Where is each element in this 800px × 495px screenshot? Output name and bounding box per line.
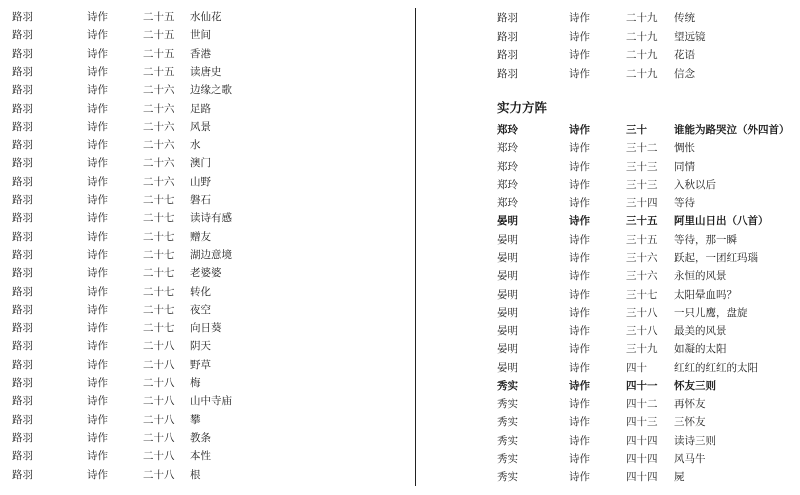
- title-cell: 攀: [190, 413, 201, 426]
- page-number-cell: 二十八: [143, 431, 175, 444]
- genre-cell: 诗作: [569, 68, 590, 81]
- author-cell: 路羽: [12, 285, 33, 298]
- page-number-cell: 三十八: [626, 325, 658, 338]
- genre-cell: 诗作: [87, 11, 108, 23]
- genre-cell: 诗作: [87, 47, 108, 60]
- genre-cell: 诗作: [569, 306, 590, 319]
- title-cell: 香港: [190, 47, 211, 60]
- page-number-cell: 四十: [626, 361, 647, 374]
- page-number-cell: 二十八: [143, 358, 175, 371]
- title-cell: 读唐史: [190, 65, 222, 78]
- title-cell: 永恒的风景: [674, 270, 727, 283]
- title-cell: 读诗有感: [190, 212, 232, 225]
- title-cell: 野草: [190, 358, 211, 371]
- author-cell: 郑玲: [497, 142, 518, 155]
- page-number-cell: 四十二: [626, 398, 658, 411]
- title-cell: 世间: [190, 29, 211, 42]
- page-number-cell: 四十四: [626, 453, 658, 466]
- title-cell: 三怀友: [674, 416, 706, 429]
- title-cell: 湖边意境: [190, 248, 232, 261]
- page-number-cell: 二十九: [626, 49, 658, 62]
- page-number-cell: 三十二: [626, 142, 658, 155]
- title-cell: 等待: [674, 197, 695, 210]
- title-cell: 老婆婆: [190, 267, 222, 280]
- author-cell: 郑玲: [497, 124, 518, 136]
- section-heading: 实力方阵: [497, 100, 548, 115]
- author-cell: 路羽: [12, 139, 33, 152]
- genre-cell: 诗作: [87, 157, 108, 170]
- page-number-cell: 二十八: [143, 340, 175, 353]
- author-cell: 路羽: [12, 450, 33, 463]
- genre-cell: 诗作: [569, 178, 590, 191]
- author-cell: 路羽: [12, 102, 33, 115]
- genre-cell: 诗作: [87, 194, 108, 206]
- title-cell: 谁能为路哭泣（外四首）: [674, 124, 790, 136]
- author-cell: 秀实: [497, 434, 518, 447]
- page-number-cell: 二十六: [143, 175, 175, 188]
- author-cell: 秀实: [497, 379, 518, 392]
- genre-cell: 诗作: [87, 139, 108, 152]
- title-cell: 磐石: [190, 194, 211, 206]
- page-number-cell: 二十九: [626, 68, 658, 81]
- author-cell: 路羽: [497, 30, 518, 43]
- page-number-cell: 三十四: [626, 197, 658, 210]
- author-cell: 晏明: [497, 361, 518, 374]
- page-number-cell: 二十七: [143, 230, 175, 243]
- genre-cell: 诗作: [87, 322, 108, 335]
- genre-cell: 诗作: [87, 29, 108, 42]
- genre-cell: 诗作: [87, 303, 108, 316]
- genre-cell: 诗作: [569, 251, 590, 264]
- author-cell: 郑玲: [497, 160, 518, 173]
- genre-cell: 诗作: [87, 212, 108, 225]
- page-number-cell: 二十七: [143, 248, 175, 261]
- column-divider: [415, 8, 416, 486]
- author-cell: 路羽: [12, 120, 33, 133]
- title-cell: 水: [190, 139, 201, 152]
- genre-cell: 诗作: [87, 340, 108, 353]
- title-cell: 边缘之歌: [190, 84, 232, 97]
- author-cell: 路羽: [12, 248, 33, 261]
- page-number-cell: 二十六: [143, 102, 175, 115]
- title-cell: 转化: [190, 285, 211, 298]
- author-cell: 秀实: [497, 453, 518, 466]
- genre-cell: 诗作: [569, 416, 590, 429]
- genre-cell: 诗作: [569, 49, 590, 62]
- title-cell: 教条: [190, 431, 211, 444]
- genre-cell: 诗作: [87, 450, 108, 463]
- page-number-cell: 二十六: [143, 120, 175, 133]
- genre-cell: 诗作: [569, 233, 590, 246]
- title-cell: 夜空: [190, 303, 211, 316]
- page-number-cell: 二十八: [143, 413, 175, 426]
- genre-cell: 诗作: [87, 377, 108, 389]
- title-cell: 传统: [674, 12, 695, 24]
- title-cell: 太阳晕血吗？: [674, 288, 737, 301]
- author-cell: 晏明: [497, 251, 518, 264]
- page-number-cell: 二十六: [143, 139, 175, 152]
- author-cell: 路羽: [12, 65, 33, 78]
- page-number-cell: 二十七: [143, 322, 175, 335]
- page-number-cell: 三十六: [626, 251, 658, 264]
- genre-cell: 诗作: [569, 471, 590, 484]
- genre-cell: 诗作: [569, 12, 590, 24]
- title-cell: 怀友三则: [674, 379, 716, 392]
- author-cell: 郑玲: [497, 197, 518, 210]
- genre-cell: 诗作: [87, 358, 108, 371]
- title-cell: 足路: [190, 102, 211, 115]
- title-cell: 梅: [190, 377, 201, 389]
- title-cell: 本性: [190, 450, 211, 463]
- page-number-cell: 四十四: [626, 434, 658, 447]
- page-number-cell: 二十九: [626, 12, 658, 24]
- title-cell: 望远镜: [674, 30, 706, 43]
- page-number-cell: 二十七: [143, 285, 175, 298]
- title-cell: 山中寺庙: [190, 395, 232, 408]
- genre-cell: 诗作: [87, 285, 108, 298]
- author-cell: 路羽: [12, 11, 33, 23]
- genre-cell: 诗作: [87, 65, 108, 78]
- page-number-cell: 二十七: [143, 194, 175, 206]
- genre-cell: 诗作: [569, 215, 590, 228]
- title-cell: 阴天: [190, 340, 211, 353]
- author-cell: 路羽: [12, 431, 33, 444]
- genre-cell: 诗作: [87, 413, 108, 426]
- page-number-cell: 二十八: [143, 377, 175, 389]
- author-cell: 晏明: [497, 233, 518, 246]
- genre-cell: 诗作: [87, 175, 108, 188]
- author-cell: 路羽: [12, 212, 33, 225]
- page-number-cell: 二十六: [143, 157, 175, 170]
- author-cell: 路羽: [12, 157, 33, 170]
- page-number-cell: 二十八: [143, 395, 175, 408]
- page-number-cell: 三十九: [626, 343, 658, 356]
- author-cell: 路羽: [12, 468, 33, 481]
- title-cell: 跃起，一团红玛瑙: [674, 251, 758, 264]
- title-cell: 同情: [674, 160, 695, 173]
- genre-cell: 诗作: [569, 160, 590, 173]
- title-cell: 澳门: [190, 157, 211, 170]
- page-number-cell: 三十五: [626, 233, 658, 246]
- title-cell: 如凝的太阳: [674, 343, 727, 356]
- title-cell: 读诗三则: [674, 434, 716, 447]
- author-cell: 秀实: [497, 398, 518, 411]
- author-cell: 路羽: [12, 267, 33, 280]
- author-cell: 路羽: [12, 303, 33, 316]
- genre-cell: 诗作: [87, 468, 108, 481]
- title-cell: 等待，那一瞬: [674, 233, 737, 246]
- page-number-cell: 三十八: [626, 306, 658, 319]
- author-cell: 秀实: [497, 416, 518, 429]
- page-number-cell: 四十一: [626, 379, 658, 392]
- title-cell: 入秋以后: [674, 178, 716, 191]
- genre-cell: 诗作: [569, 379, 590, 392]
- author-cell: 路羽: [12, 47, 33, 60]
- title-cell: 向日葵: [190, 322, 222, 335]
- author-cell: 秀实: [497, 471, 518, 484]
- genre-cell: 诗作: [87, 102, 108, 115]
- author-cell: 晏明: [497, 325, 518, 338]
- genre-cell: 诗作: [569, 142, 590, 155]
- title-cell: 惆怅: [674, 142, 695, 155]
- author-cell: 晏明: [497, 306, 518, 319]
- page-number-cell: 二十五: [143, 29, 175, 42]
- page-number-cell: 四十四: [626, 471, 658, 484]
- genre-cell: 诗作: [87, 230, 108, 243]
- author-cell: 路羽: [12, 413, 33, 426]
- title-cell: 水仙花: [190, 11, 222, 23]
- author-cell: 路羽: [12, 84, 33, 97]
- title-cell: 风景: [190, 120, 211, 133]
- author-cell: 路羽: [12, 230, 33, 243]
- author-cell: 晏明: [497, 270, 518, 283]
- title-cell: 信念: [674, 68, 695, 81]
- genre-cell: 诗作: [569, 453, 590, 466]
- title-cell: 红红的红红的太阳: [674, 361, 758, 374]
- page-number-cell: 三十五: [626, 215, 658, 228]
- author-cell: 路羽: [497, 49, 518, 62]
- page-number-cell: 二十七: [143, 303, 175, 316]
- author-cell: 路羽: [12, 29, 33, 42]
- page-number-cell: 三十: [626, 124, 647, 136]
- genre-cell: 诗作: [569, 124, 590, 136]
- genre-cell: 诗作: [87, 431, 108, 444]
- page-number-cell: 三十六: [626, 270, 658, 283]
- title-cell: 再怀友: [674, 398, 706, 411]
- genre-cell: 诗作: [87, 120, 108, 133]
- author-cell: 路羽: [12, 340, 33, 353]
- genre-cell: 诗作: [569, 30, 590, 43]
- author-cell: 晏明: [497, 288, 518, 301]
- author-cell: 路羽: [12, 377, 33, 389]
- author-cell: 路羽: [12, 175, 33, 188]
- title-cell: 赠友: [190, 230, 211, 243]
- author-cell: 路羽: [12, 358, 33, 371]
- genre-cell: 诗作: [569, 325, 590, 338]
- genre-cell: 诗作: [87, 248, 108, 261]
- author-cell: 晏明: [497, 343, 518, 356]
- genre-cell: 诗作: [569, 343, 590, 356]
- author-cell: 路羽: [12, 395, 33, 408]
- author-cell: 路羽: [497, 12, 518, 24]
- page-number-cell: 二十五: [143, 65, 175, 78]
- genre-cell: 诗作: [87, 395, 108, 408]
- page-number-cell: 二十八: [143, 450, 175, 463]
- page-number-cell: 三十七: [626, 288, 658, 301]
- genre-cell: 诗作: [87, 267, 108, 280]
- genre-cell: 诗作: [569, 398, 590, 411]
- title-cell: 屍: [674, 471, 685, 484]
- genre-cell: 诗作: [569, 270, 590, 283]
- author-cell: 路羽: [12, 194, 33, 206]
- title-cell: 风马牛: [674, 453, 706, 466]
- page-number-cell: 二十五: [143, 11, 175, 23]
- author-cell: 郑玲: [497, 178, 518, 191]
- title-cell: 花语: [674, 49, 695, 62]
- page-number-cell: 二十九: [626, 30, 658, 43]
- author-cell: 晏明: [497, 215, 518, 228]
- title-cell: 最美的风景: [674, 325, 727, 338]
- genre-cell: 诗作: [87, 84, 108, 97]
- title-cell: 阿里山日出（八首）: [674, 215, 769, 228]
- title-cell: 根: [190, 468, 201, 481]
- author-cell: 路羽: [497, 68, 518, 81]
- title-cell: 一只儿鹰，盘旋: [674, 306, 748, 319]
- page-number-cell: 二十五: [143, 47, 175, 60]
- genre-cell: 诗作: [569, 197, 590, 210]
- page-number-cell: 二十七: [143, 212, 175, 225]
- page-number-cell: 四十三: [626, 416, 658, 429]
- title-cell: 山野: [190, 175, 211, 188]
- page-number-cell: 二十七: [143, 267, 175, 280]
- genre-cell: 诗作: [569, 361, 590, 374]
- page-number-cell: 二十八: [143, 468, 175, 481]
- page-number-cell: 三十三: [626, 160, 658, 173]
- genre-cell: 诗作: [569, 288, 590, 301]
- page-number-cell: 二十六: [143, 84, 175, 97]
- author-cell: 路羽: [12, 322, 33, 335]
- page-number-cell: 三十三: [626, 178, 658, 191]
- genre-cell: 诗作: [569, 434, 590, 447]
